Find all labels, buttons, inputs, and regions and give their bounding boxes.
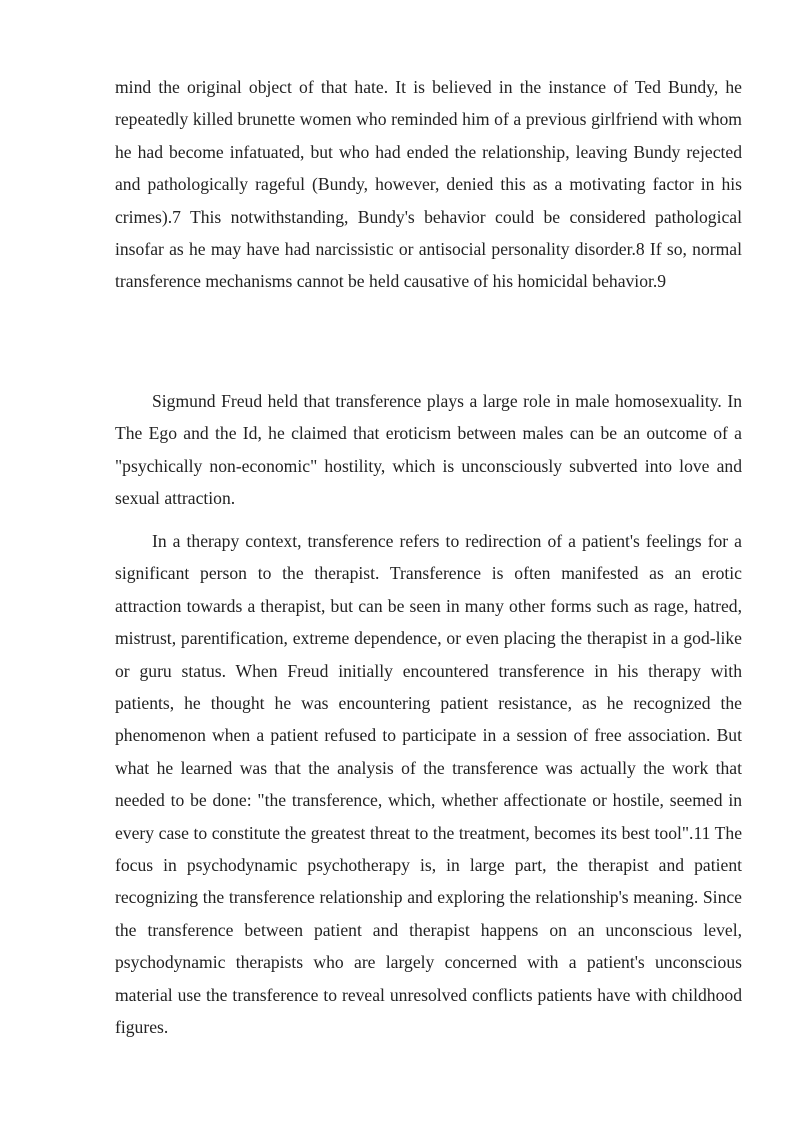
paragraph-continuation: mind the original object of that hate. It is believed in the instance of Ted Bundy, he repeatedly killed brunette women who reminded him of a previous girlfriend with whom he had become infatuated, but who had ended the relationship, leaving Bundy rejected and pathologically rageful (Bundy, however, denied this as a motivating factor in his crimes).7 This notwithstanding, Bundy's behavior could be considered pathological insofar as he may have had narcissistic or antisocial personality disorder.8 If so, normal transference mechanisms cannot be held causative of his homicidal behavior.9 <box>115 77 742 292</box>
paragraph-freud-homosexuality: Sigmund Freud held that transference plays a large role in male homosexuality. In The Ego and the Id, he claimed that eroticism between males can be an outcome of a "psychically non-economic" hostility, which is unconsciously subverted into love and sexual attraction. <box>115 391 742 509</box>
paragraph-therapy-context: In a therapy context, transference refers to redirection of a patient's feelings for a significant person to the therapist. Transference is often manifested as an erotic attraction towards a therapist, but can be seen in many other forms such as rage, hatred, mistrust, parentification, extreme dependence, or even placing the therapist in a god-like or guru status. When Freud initially encountered transference in his therapy with patients, he thought he was encountering patient resistance, as he recognized the phenomenon when a patient refused to participate in a session of free association. But what he learned was that the analysis of the transference was actually the work that needed to be done: "the transference, which, whether affectionate or hostile, seemed in every case to constitute the greatest threat to the treatment, becomes its best tool".11 The focus in psychodynamic psychotherapy is, in large part, the therapist and patient recognizing the transference relationship and exploring the relationship's meaning. Since the transference between patient and therapist happens on an unconscious level, psychodynamic therapists who are largely concerned with a patient's unconscious material use the transference to reveal unresolved conflicts patients have with childhood figures. <box>115 531 742 1038</box>
